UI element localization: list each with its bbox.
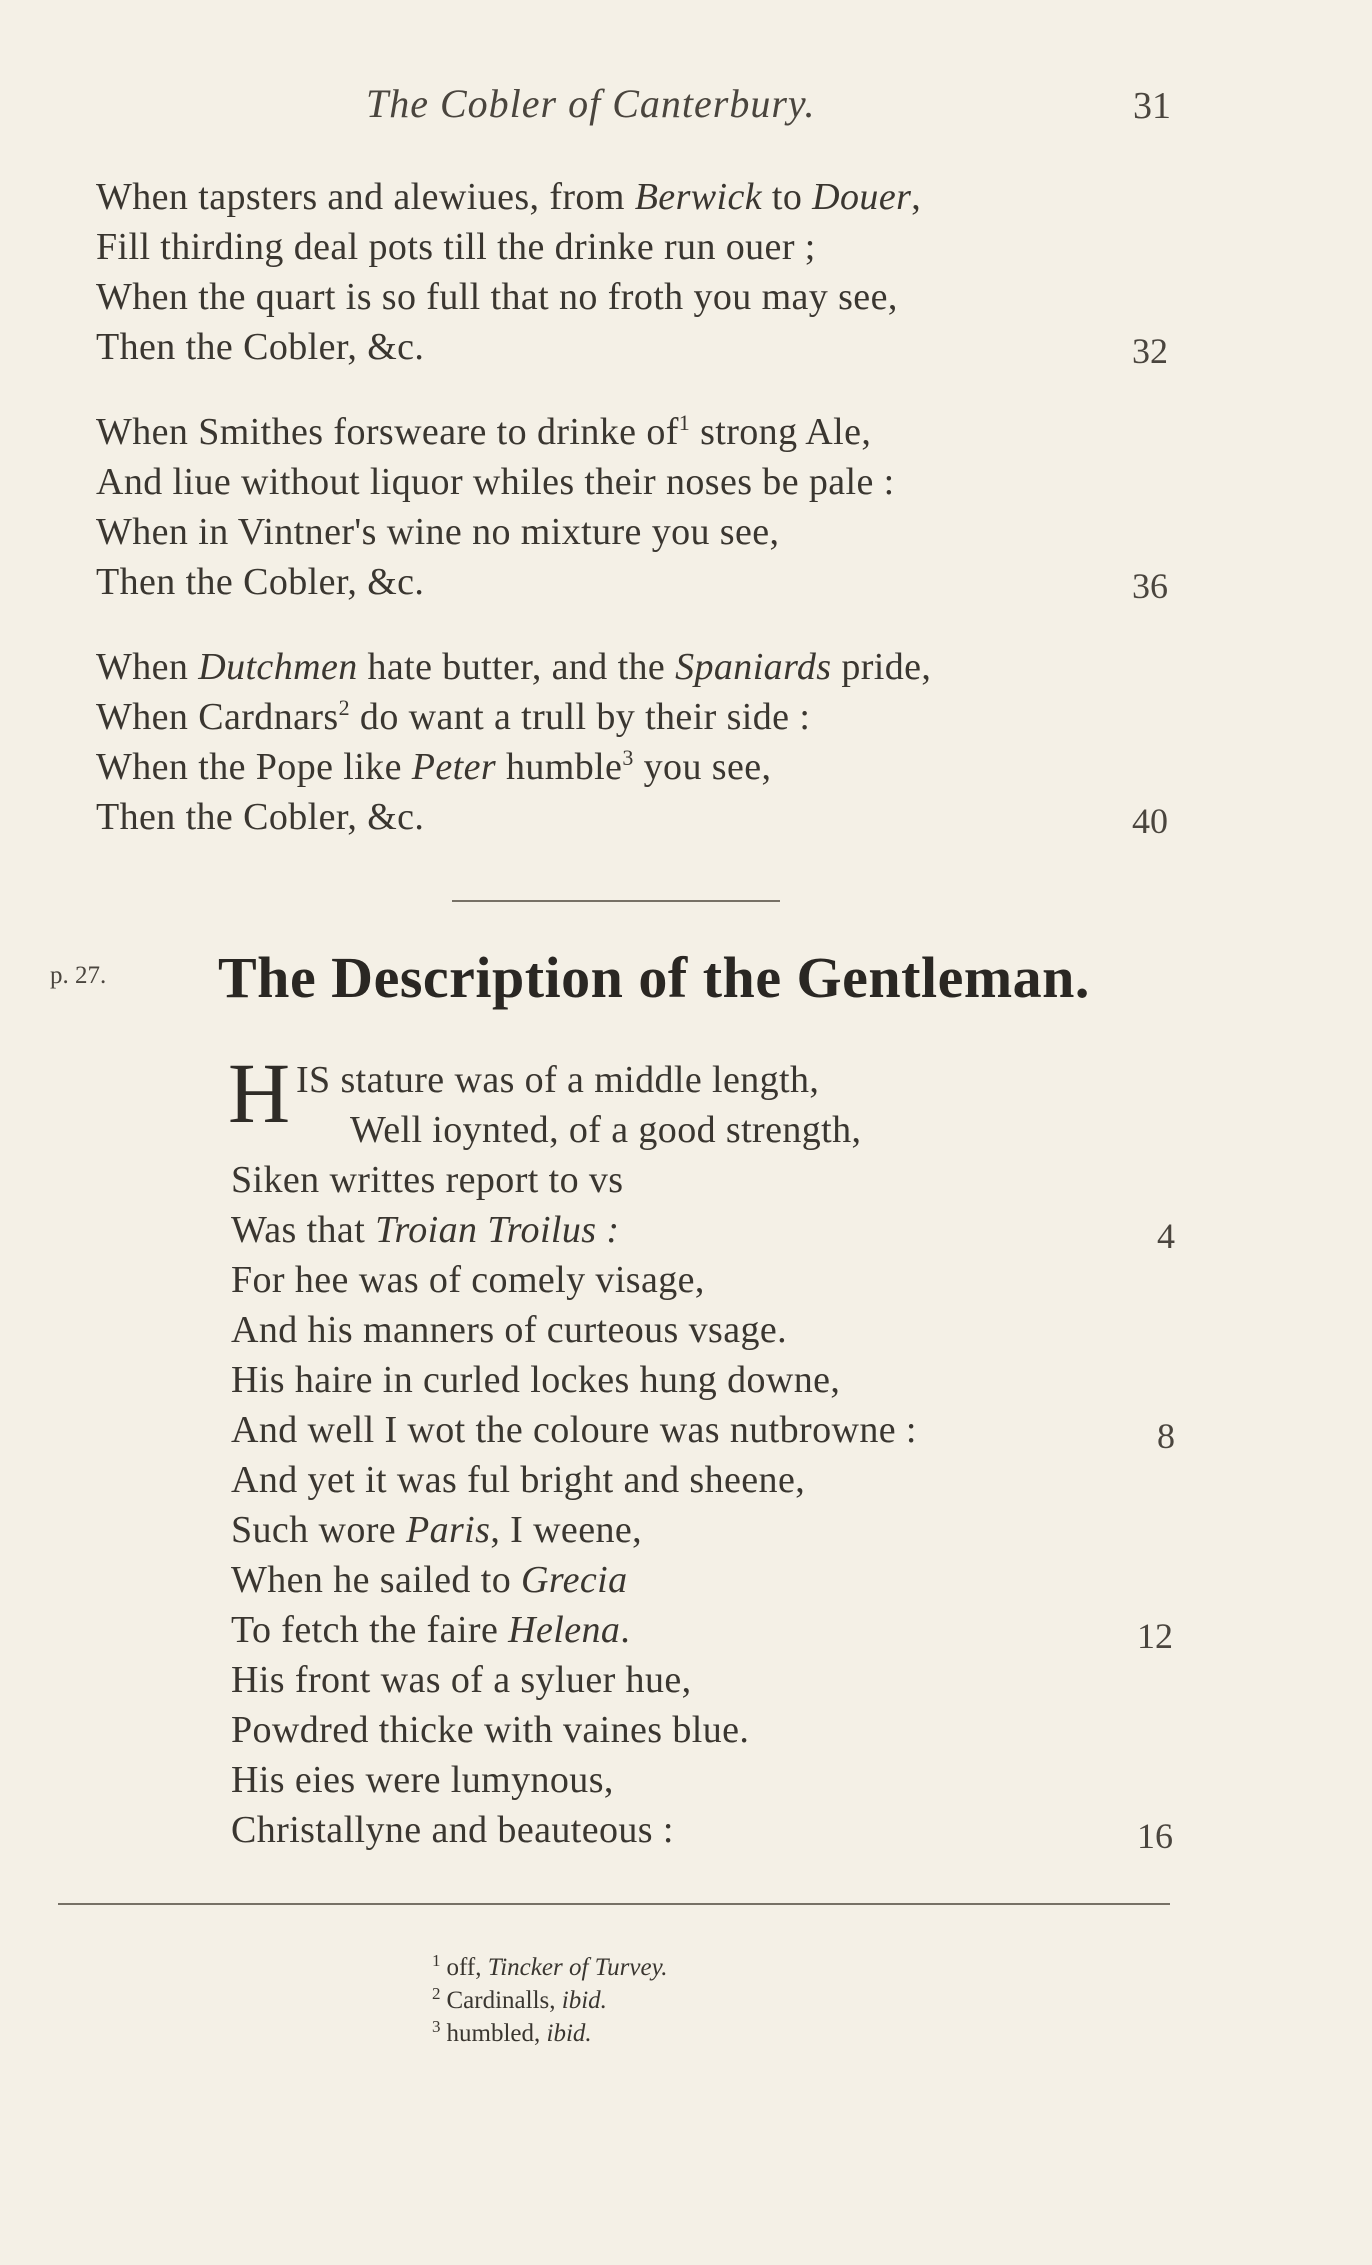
- verse-line: Was that Troian Troilus :: [231, 1209, 620, 1251]
- verse-line: When in Vintner's wine no mixture you see,: [96, 511, 780, 553]
- verse-line: For hee was of comely visage,: [231, 1259, 705, 1301]
- page-header: [0, 80, 1372, 140]
- verse-line: To fetch the faire Helena.: [231, 1609, 631, 1651]
- section-title: The Description of the Gentleman.: [218, 945, 1090, 1010]
- footnote: $^1$ off, Tincker of Turvey.: [432, 1951, 668, 1981]
- footnote: $^3$ humbled, ibid.: [432, 2017, 592, 2047]
- line-number: 36: [1132, 566, 1168, 606]
- verse-line: When tapsters and alewiues, from Berwick to Douer,: [96, 176, 922, 218]
- verse-line: And well I wot the coloure was nutbrowne :: [231, 1409, 917, 1451]
- footnote-ref: 2: [338, 695, 351, 720]
- margin-note: p. 27.: [50, 962, 107, 989]
- running-title: The Cobler of Canterbury.: [366, 81, 816, 126]
- line-number: 32: [1132, 331, 1168, 371]
- footnote: $^2$ Cardinalls, ibid.: [432, 1984, 607, 2014]
- verse-line: Siken writtes report to vs: [231, 1159, 624, 1201]
- verse-line: When the Pope like Peter humble$^3$ you see,: [96, 745, 772, 788]
- verse-line: His front was of a syluer hue,: [231, 1659, 692, 1701]
- verse-line: Powdred thicke with vaines blue.: [231, 1709, 750, 1751]
- drop-cap: H: [228, 1045, 291, 1141]
- verse-line: His haire in curled lockes hung downe,: [231, 1359, 841, 1401]
- verse-line: Such wore Paris, I weene,: [231, 1509, 643, 1551]
- verse-line: When he sailed to Grecia: [231, 1559, 628, 1601]
- footnote-ref: 1: [678, 410, 691, 435]
- line-number: 8: [1157, 1416, 1175, 1456]
- verse-line: Well ioynted, of a good strength,: [350, 1109, 862, 1151]
- verse-line: And liue without liquor whiles their noses be pale :: [96, 461, 895, 503]
- verse-line: Fill thirding deal pots till the drinke run ouer ;: [96, 226, 816, 268]
- line-number: 16: [1137, 1816, 1173, 1856]
- verse-line: Christallyne and beauteous :: [231, 1809, 674, 1851]
- section-divider: [452, 900, 780, 902]
- verse-line: When Cardnars$^2$ do want a trull by their side :: [96, 695, 811, 738]
- verse-line: When Dutchmen hate butter, and the Spaniards pride,: [96, 646, 932, 688]
- verse-line: When the quart is so full that no froth you may see,: [96, 276, 898, 318]
- verse-line: When Smithes forsweare to drinke $of^1$ strong Ale,: [96, 410, 872, 453]
- line-number: 40: [1132, 801, 1168, 841]
- line-number: 12: [1137, 1616, 1173, 1656]
- verse-line: IS stature was of a middle length,: [296, 1059, 820, 1101]
- verse-line: Then the Cobler, &c.: [96, 561, 425, 603]
- footnote-rule: [58, 1903, 1170, 1905]
- verse-line: And his manners of curteous vsage.: [231, 1309, 788, 1351]
- verse-line: Then the Cobler, &c.: [96, 326, 425, 368]
- line-number: 4: [1157, 1216, 1175, 1256]
- verse-line: And yet it was ful bright and sheene,: [231, 1459, 806, 1501]
- verse-line: Then the Cobler, &c.: [96, 796, 425, 838]
- footnote-ref: 3: [622, 745, 634, 770]
- page-number: 31: [1133, 85, 1171, 127]
- verse-line: His eies were lumynous,: [231, 1759, 614, 1801]
